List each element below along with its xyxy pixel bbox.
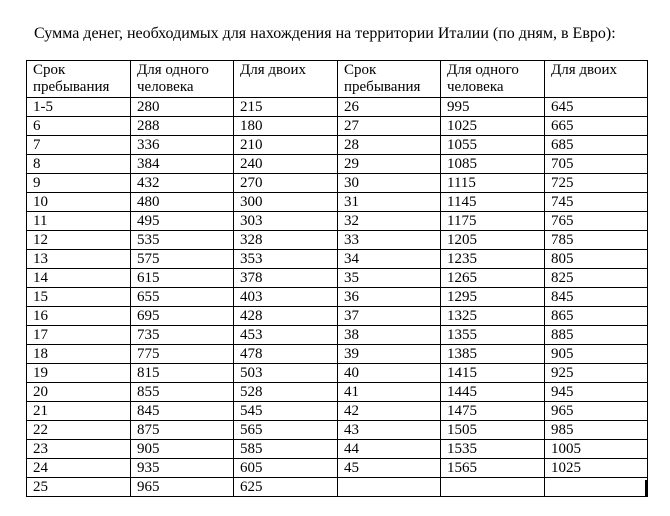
cell-stay-duration: 11 [27, 212, 131, 231]
cell-one-person: 1475 [441, 402, 545, 421]
cell-two-persons: 725 [545, 174, 648, 193]
table-row [27, 212, 648, 231]
table-row [27, 383, 648, 402]
cell-stay-duration: 10 [27, 193, 131, 212]
cell-two-persons: 503 [234, 364, 338, 383]
cell-one-person: 965 [131, 478, 234, 497]
cell-two-persons: 885 [545, 326, 648, 345]
cell-one-person: 1145 [441, 193, 545, 212]
cell-one-person: 432 [131, 174, 234, 193]
cell-two-persons: 1005 [545, 440, 648, 459]
cell-one-person: 695 [131, 307, 234, 326]
cell-two-persons: 585 [234, 440, 338, 459]
cell-stay-duration: 44 [338, 440, 441, 459]
cell-stay-duration: 42 [338, 402, 441, 421]
cell-one-person: 1055 [441, 136, 545, 155]
cell-stay-duration: 35 [338, 269, 441, 288]
table-row [27, 364, 648, 383]
cell-stay-duration: 30 [338, 174, 441, 193]
cell-two-persons: 685 [545, 136, 648, 155]
cell-one-person: 1535 [441, 440, 545, 459]
cell-one-person: 1115 [441, 174, 545, 193]
cell-one-person: 336 [131, 136, 234, 155]
cell-one-person: 1355 [441, 326, 545, 345]
cell-stay-duration: 43 [338, 421, 441, 440]
cell-stay-duration: 31 [338, 193, 441, 212]
table-row [27, 117, 648, 136]
header-one-person: Для одного человека [131, 61, 234, 98]
cell-stay-duration: 6 [27, 117, 131, 136]
cell-two-persons: 478 [234, 345, 338, 364]
table-row [27, 440, 648, 459]
cell-two-persons: 303 [234, 212, 338, 231]
cell-two-persons: 705 [545, 155, 648, 174]
cell-one-person: 1325 [441, 307, 545, 326]
cell-two-persons: 825 [545, 269, 648, 288]
cell-two-persons: 965 [545, 402, 648, 421]
cell-one-person: 535 [131, 231, 234, 250]
cell-two-persons: 210 [234, 136, 338, 155]
cell-one-person: 1265 [441, 269, 545, 288]
cell-stay-duration: 18 [27, 345, 131, 364]
cell-one-person: 845 [131, 402, 234, 421]
cell-two-persons: 270 [234, 174, 338, 193]
cell-one-person: 905 [131, 440, 234, 459]
cell-two-persons: 378 [234, 269, 338, 288]
cell-stay-duration: 39 [338, 345, 441, 364]
cell-stay-duration: 13 [27, 250, 131, 269]
cell-one-person: 1415 [441, 364, 545, 383]
cell-one-person: 1445 [441, 383, 545, 402]
table-header-row [27, 61, 648, 98]
cell-stay-duration: 22 [27, 421, 131, 440]
cell-one-person: 1025 [441, 117, 545, 136]
header-two-persons: Для двоих [234, 61, 338, 98]
cell-two-persons: 865 [545, 307, 648, 326]
cell-stay-duration: 34 [338, 250, 441, 269]
cell-stay-duration [338, 478, 441, 497]
table-row [27, 421, 648, 440]
cell-two-persons: 785 [545, 231, 648, 250]
table-row [27, 155, 648, 174]
table-row [27, 250, 648, 269]
cell-stay-duration: 8 [27, 155, 131, 174]
cell-one-person: 735 [131, 326, 234, 345]
cell-one-person: 480 [131, 193, 234, 212]
money-table [26, 60, 648, 497]
cell-one-person [441, 478, 545, 497]
text-cursor [645, 480, 647, 496]
cell-stay-duration: 28 [338, 136, 441, 155]
cell-stay-duration: 23 [27, 440, 131, 459]
cell-one-person: 855 [131, 383, 234, 402]
table-row [27, 307, 648, 326]
cell-one-person: 384 [131, 155, 234, 174]
document-title: Сумма денег, необходимых для нахождения на территории Италии (по дням, в Евро): [34, 25, 616, 42]
cell-one-person: 1565 [441, 459, 545, 478]
cell-two-persons: 403 [234, 288, 338, 307]
table-row [27, 174, 648, 193]
cell-stay-duration: 25 [27, 478, 131, 497]
cell-one-person: 775 [131, 345, 234, 364]
cell-stay-duration: 37 [338, 307, 441, 326]
cell-stay-duration: 32 [338, 212, 441, 231]
cell-two-persons: 605 [234, 459, 338, 478]
cell-one-person: 1385 [441, 345, 545, 364]
cell-one-person: 995 [441, 98, 545, 117]
cell-stay-duration: 16 [27, 307, 131, 326]
cell-one-person: 615 [131, 269, 234, 288]
cell-stay-duration: 15 [27, 288, 131, 307]
header-one-person: Для одного человека [441, 61, 545, 98]
table-row [27, 136, 648, 155]
cell-two-persons: 665 [545, 117, 648, 136]
cell-one-person: 815 [131, 364, 234, 383]
cell-one-person: 1085 [441, 155, 545, 174]
table-body [27, 98, 648, 497]
cell-one-person: 1175 [441, 212, 545, 231]
cell-one-person: 1235 [441, 250, 545, 269]
table-row [27, 345, 648, 364]
cell-two-persons: 945 [545, 383, 648, 402]
cell-stay-duration: 26 [338, 98, 441, 117]
cell-stay-duration: 1-5 [27, 98, 131, 117]
table-row [27, 326, 648, 345]
cell-stay-duration: 20 [27, 383, 131, 402]
cell-stay-duration: 27 [338, 117, 441, 136]
cell-two-persons: 453 [234, 326, 338, 345]
cell-one-person: 280 [131, 98, 234, 117]
cell-one-person: 495 [131, 212, 234, 231]
table-row [27, 98, 648, 117]
cell-two-persons: 565 [234, 421, 338, 440]
cell-stay-duration: 21 [27, 402, 131, 421]
table-row [27, 478, 648, 497]
cell-two-persons: 745 [545, 193, 648, 212]
cell-one-person: 935 [131, 459, 234, 478]
cell-two-persons: 925 [545, 364, 648, 383]
cell-stay-duration: 7 [27, 136, 131, 155]
cell-two-persons: 353 [234, 250, 338, 269]
cell-stay-duration: 38 [338, 326, 441, 345]
cell-one-person: 1295 [441, 288, 545, 307]
table-row [27, 288, 648, 307]
cell-two-persons: 545 [234, 402, 338, 421]
table-row [27, 193, 648, 212]
cell-stay-duration: 17 [27, 326, 131, 345]
cell-one-person: 288 [131, 117, 234, 136]
cell-stay-duration: 12 [27, 231, 131, 250]
cell-two-persons: 215 [234, 98, 338, 117]
cell-two-persons: 240 [234, 155, 338, 174]
cell-two-persons: 428 [234, 307, 338, 326]
cell-two-persons: 765 [545, 212, 648, 231]
cell-stay-duration: 19 [27, 364, 131, 383]
cell-one-person: 575 [131, 250, 234, 269]
cell-two-persons: 300 [234, 193, 338, 212]
cell-stay-duration: 36 [338, 288, 441, 307]
header-two-persons: Для двоих [545, 61, 648, 98]
cell-two-persons: 328 [234, 231, 338, 250]
cell-stay-duration: 9 [27, 174, 131, 193]
cell-two-persons: 905 [545, 345, 648, 364]
cell-stay-duration: 29 [338, 155, 441, 174]
cell-one-person: 1205 [441, 231, 545, 250]
cell-two-persons: 625 [234, 478, 338, 497]
table-row [27, 459, 648, 478]
cell-stay-duration: 40 [338, 364, 441, 383]
cell-one-person: 875 [131, 421, 234, 440]
cell-stay-duration: 41 [338, 383, 441, 402]
cell-two-persons: 180 [234, 117, 338, 136]
cell-stay-duration: 45 [338, 459, 441, 478]
cell-two-persons: 845 [545, 288, 648, 307]
header-stay-duration: Срок пребывания [338, 61, 441, 98]
table-row [27, 402, 648, 421]
cell-two-persons: 805 [545, 250, 648, 269]
cell-one-person: 1505 [441, 421, 545, 440]
header-stay-duration: Срок пребывания [27, 61, 131, 98]
cell-two-persons: 985 [545, 421, 648, 440]
cell-stay-duration: 33 [338, 231, 441, 250]
cell-two-persons [545, 478, 648, 497]
cell-one-person: 655 [131, 288, 234, 307]
cell-stay-duration: 24 [27, 459, 131, 478]
table-row [27, 269, 648, 288]
table-row [27, 231, 648, 250]
cell-stay-duration: 14 [27, 269, 131, 288]
cell-two-persons: 645 [545, 98, 648, 117]
cell-two-persons: 1025 [545, 459, 648, 478]
cell-two-persons: 528 [234, 383, 338, 402]
